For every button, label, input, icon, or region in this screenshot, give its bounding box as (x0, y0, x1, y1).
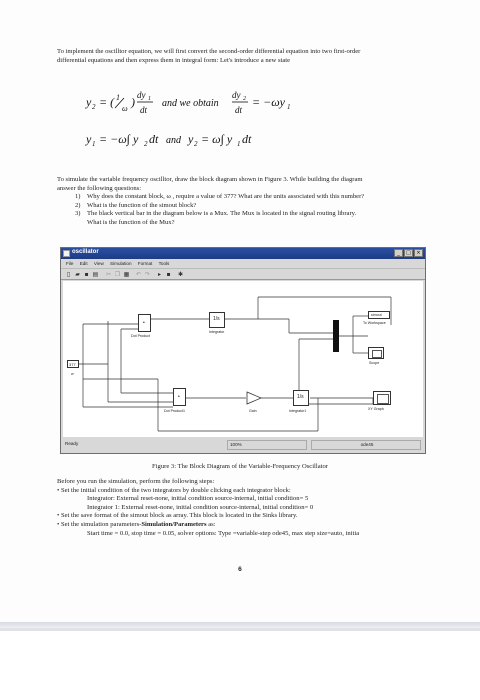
equation-1-graphic (82, 86, 342, 118)
scope-label: Scope (369, 361, 380, 365)
question-list (75, 193, 364, 227)
steps-section (57, 478, 442, 538)
simout-label: simout (371, 313, 382, 317)
stop-simulation-icon[interactable]: ▪ (166, 271, 171, 278)
svg-text:1: 1 (237, 140, 241, 148)
menu-format[interactable]: Format (137, 261, 153, 266)
copy-icon[interactable]: ❐ (114, 271, 121, 278)
question-text: The black vertical bar in the diagram below is a Mux. The Mux is located in the signal routing library. (87, 210, 357, 218)
svg-text:= −ω∫ y: = −ω∫ y (99, 132, 139, 146)
question-text: What is the function of the simout block? (87, 201, 197, 209)
steps-intro: Before you run the simulation, perform the following steps: (57, 478, 215, 485)
dot-product-block[interactable]: • (138, 314, 151, 332)
question-number: 3) (75, 210, 81, 218)
signal-lines (63, 281, 423, 437)
svg-text:y: y (86, 132, 92, 146)
integrator-1-label: Integrator1 (289, 409, 307, 413)
print-icon[interactable]: ▤ (92, 271, 99, 278)
svg-text:dy: dy (232, 90, 241, 100)
figure-caption: Figure 3: The Block Diagram of the Variable-Frequency Oscillator (152, 463, 328, 470)
step-3-prefix: • Set the simulation parameters- (57, 520, 142, 528)
cut-icon[interactable]: ✂ (105, 271, 112, 278)
intro-line-1: To implement the oscilltor equation, we will first convert the second-order differential equation into two first-order (57, 48, 361, 55)
step-3-menu-path: Simulation/Parameters (141, 520, 207, 528)
svg-text:1: 1 (287, 103, 291, 111)
task-line-1: To simulate the variable frequency oscilltor, draw the block diagram shown in Figure 3. While building the diagram (57, 176, 363, 183)
equation-connector-text: and we obtain (162, 98, 219, 109)
task-line-2: answer the following questions: (57, 184, 142, 192)
task-paragraph (57, 176, 442, 193)
menu-simulation[interactable]: Simulation (110, 261, 132, 266)
step-bullet-2: • Set the save format of the simout block as array. This block is located in the Sinks library. (57, 512, 298, 520)
library-browser-icon[interactable]: ✱ (177, 271, 184, 278)
question-2 (75, 202, 364, 211)
svg-text:dt: dt (140, 105, 148, 115)
equation-2 (82, 128, 342, 150)
gain-block[interactable] (246, 391, 262, 405)
menu-view[interactable]: View (93, 261, 104, 266)
menu-tools[interactable]: Tools (158, 261, 170, 266)
dot-product-1-label: Dot Product1 (164, 409, 185, 413)
svg-text:y: y (188, 132, 194, 146)
toolbar (61, 268, 425, 280)
question-text: Why does the constant block, ω , require a value of 377? What are the units associated with this number? (87, 193, 365, 200)
question-number: 1) (75, 193, 81, 200)
svg-text:y: y (86, 95, 92, 109)
question-text: What is the function of the Mux? (87, 218, 175, 226)
menu-bar (61, 259, 425, 268)
step-integrator-1: Integrator 1: External reset-none, initial condition source-internal, initial condition= 0 (87, 503, 314, 511)
integrator-block[interactable]: 1/s (209, 312, 225, 328)
simulink-window (60, 247, 426, 454)
svg-text:2: 2 (194, 140, 198, 148)
scope-block[interactable] (368, 347, 384, 359)
svg-text:= (: = ( (99, 95, 115, 109)
question-3-continued (75, 219, 364, 228)
step-bullet-1: • Set the initial condition of the two integrators by double clicking each integrator block: (57, 486, 291, 494)
gain-label: Gain (249, 409, 257, 413)
dot-product-label: Dot Product (131, 334, 150, 338)
step-3-suffix: as: (206, 520, 216, 528)
question-number: 2) (75, 201, 81, 209)
svg-text:2: 2 (92, 103, 96, 111)
svg-text:1: 1 (92, 140, 96, 148)
svg-text:1: 1 (148, 96, 151, 102)
status-bar (61, 438, 425, 452)
close-button[interactable]: × (414, 249, 423, 257)
start-simulation-icon[interactable]: ▸ (157, 271, 161, 278)
constant-block[interactable] (67, 360, 79, 368)
status-zoom: 100% (227, 440, 307, 450)
model-canvas[interactable] (63, 281, 423, 437)
dot-product-1-block[interactable]: • (173, 388, 186, 406)
svg-text:): ) (131, 95, 135, 109)
save-icon[interactable]: ▪ (84, 271, 89, 278)
window-titlebar[interactable] (61, 248, 425, 259)
svg-text:dt: dt (149, 132, 159, 146)
undo-icon[interactable]: ↶ (135, 271, 142, 278)
model-icon (63, 250, 70, 257)
maximize-button[interactable]: □ (404, 249, 413, 257)
redo-icon[interactable]: ↷ (144, 271, 151, 278)
svg-text:dt: dt (242, 132, 252, 146)
status-ready: Ready (65, 441, 79, 446)
xy-graph-block[interactable] (373, 391, 391, 405)
integrator-1-block[interactable]: 1/s (293, 390, 309, 406)
paste-icon[interactable]: ▦ (123, 271, 130, 278)
svg-text:= −ωy: = −ωy (252, 95, 285, 109)
svg-text:dy: dy (137, 90, 146, 100)
page-number: 6 (238, 566, 242, 573)
svg-text:and: and (166, 135, 181, 146)
question-3 (75, 210, 364, 219)
new-model-icon[interactable]: ▯ (66, 271, 71, 278)
step-bullet-3 (57, 521, 442, 530)
svg-text:2: 2 (144, 140, 148, 148)
window-controls (394, 249, 423, 257)
menu-edit[interactable]: Edit (79, 261, 88, 266)
to-workspace-label: To Workspace (363, 321, 386, 325)
open-folder-icon[interactable]: ▰ (75, 271, 80, 278)
simout-block[interactable] (368, 311, 390, 319)
intro-paragraph (57, 48, 442, 65)
page-edge-shadow (0, 628, 480, 631)
question-1 (75, 193, 364, 202)
window-title: oscillator (72, 249, 99, 255)
integrator-label: Integrator (209, 330, 225, 334)
xy-graph-label: XY Graph (368, 407, 384, 411)
svg-text:= ω∫ y: = ω∫ y (201, 132, 233, 146)
step-sim-params: Start time = 0.0, stop time = 0.05, solver options: Type =variable-step ode45, max step size=auto, initia (87, 529, 360, 537)
constant-value: 377 (69, 362, 76, 367)
menu-file[interactable]: File (66, 261, 74, 266)
intro-line-2: differential equations and then express them in integral form: Let's introduce a new state (57, 56, 291, 64)
svg-text:2: 2 (243, 96, 246, 102)
status-solver: ode45 (311, 440, 421, 450)
constant-label: w (71, 372, 74, 376)
step-integrator: Integrator: External reset-none, initial condition source-internal, initial condition= 5 (87, 495, 309, 503)
svg-text:1: 1 (116, 93, 120, 102)
mux-block[interactable] (333, 320, 339, 352)
svg-text:ω: ω (122, 104, 128, 113)
minimize-button[interactable]: _ (394, 249, 403, 257)
svg-text:dt: dt (235, 105, 243, 115)
